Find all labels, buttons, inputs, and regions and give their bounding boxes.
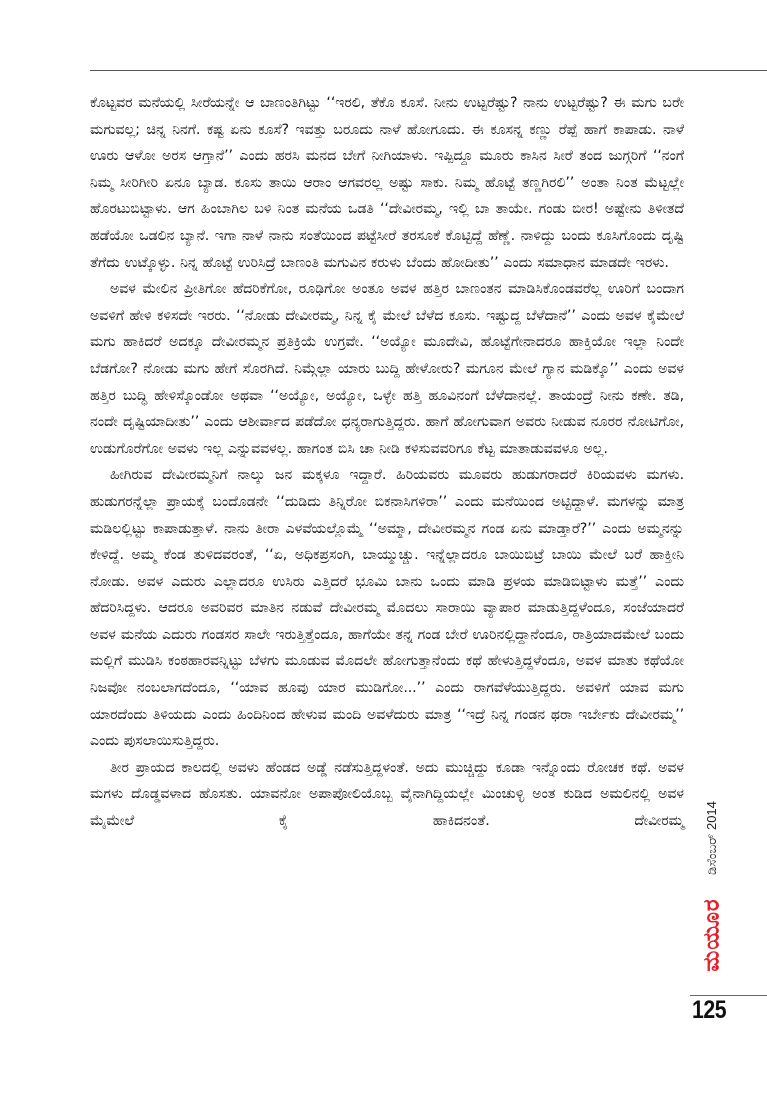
paragraph-1: ಕೊಟ್ಟವರ ಮನೆಯಲ್ಲಿ ಸೀರೆಯನ್ನೇ ಆ ಬಾಣಂತಿಗಿಟ್ಟು ‘‘ಇರಲಿ, ತೆಕೊ ಕೂಸೆ. ನೀನು ಉಟ್ಟರೆಷ್ಟು? ನಾನು ಉಟ್ಟರೆಷ್ಟು? ಈ ಮಗು ಬರೇ ಮಗುವಲ್ಲ; ಚಿನ್ನ ನಿನಗೆ. ಕಷ್ಟ ಏನು ಕೂಸೆ? ಇವತ್ತು ಬರೂದು ನಾಳೆ ಹೋಗೂದು. ಈ ಕೂಸನ್ನ ಕಣ್ಣು ರೆಪ್ಪೆ ಹಾಗೆ ಕಾಪಾಡು. ನಾಳೆ ಊರು ಆಳೋ ಅರಸ ಆಗ್ತಾನೆ’’ ಎಂದು ಹರಸಿ ಮನದ ಬೇಗೆ ನೀಗಿಯಾಳು. ಇಪ್ಪಿದ್ದೂ ಮೂರು ಕಾಸಿನ ಸೀರೆ ತಂದ ಜುಗ್ಗರಿಗೆ ‘‘ನಂಗೆ ನಿಮ್ಮ ಸೀರಿಗೀರಿ ಏನೂ ಬ್ಯಾಡ. ಕೂಸು ತಾಯಿ ಆರಾಂ ಆಗವರಲ್ಲ ಅಷ್ಟು ಸಾಕು. ನಿಮ್ಮ ಹೊಟ್ಟೆ ತಣ್ಣಗಿರಲಿ’’ ಅಂತಾ ನಿಂತ ಮೆಟ್ಟಲ್ಲೇ ಹೊರಟುಬಿಟ್ಟಾಳು. ಆಗ ಹಿಂಬಾಗಿಲ ಬಳಿ ನಿಂತ ಮನೆಯ ಒಡತಿ ‘‘ದೇವೀರಮ್ಮ, ಇಲ್ಲಿ ಬಾ ತಾಯೇ. ಗಂಡು ಬೀರ! ಅಷ್ಟೇನು ತಿಳೀತದೆ ಹಡೆಯೋ ಒಡಲಿನ ಬ್ಯಾನೆ. ಇಗಾ ನಾಳೆ ನಾನು ಸಂತೆಯಿಂದ ಪಟ್ಟೆಸೀರೆ ತರಸೂಕೆ ಕೊಟ್ಟಿದ್ದೆ ಹೆಣ್ಣೆ. ನಾಳಿದ್ದು ಬಂದು ಕೂಸಿಗೊಂದು ದೃಷ್ಟಿ ತೆಗೆದು ಉಟ್ಕೊಳ್ಳು. ನಿನ್ನ ಹೊಟ್ಟೆ ಉರಿಸಿದ್ರೆ ಬಾಣಂತಿ ಮಗುವಿನ ಕರುಳು ಬೆಂದು ಹೋದೀತು’’ ಎಂದು ಸಮಾಧಾನ ಮಾಡದೇ ಇರಳು. [90,95,684,271]
page-number: 125 [692,996,727,1024]
paragraph-4: ತೀರ ಪ್ರಾಯದ ಕಾಲದಲ್ಲಿ ಅವಳು ಹೆಂಡದ ಅಡ್ಡೆ ನಡೆಸುತ್ತಿದ್ದಳಂತೆ. ಅದು ಮುಚ್ಚಿದ್ದು ಕೂಡಾ ಇನ್ನೊಂದು ರೋಚಕ ಕಥೆ. ಅವಳ ಮಗಳು ದೊಡ್ಡವಳಾದ ಹೊಸತು. ಯಾವನೋ ಅಪಾಪೋಲಿಯೊಬ್ಬ ವೈನಾಗಿದ್ದಿಯಲ್ಲೇ ಮಿಂಚುಳ್ಳಿ ಅಂತ ಕುಡಿದ ಅಮಲಿನಲ್ಲಿ ಅವಳ ಮೈಮೇಲೆ ಕೈ ಹಾಕಿದನಂತೆ. ದೇವೀರಮ್ಮ [90,759,684,830]
paragraph-2: ಅವಳ ಮೇಲಿನ ಪ್ರೀತಿಗೋ ಹೆದರಿಕೆಗೋ, ರೂಢಿಗೋ ಅಂತೂ ಅವಳ ಹತ್ತಿರ ಬಾಣಂತನ ಮಾಡಿಸಿಕೊಂಡವರೆಲ್ಲ ಊರಿಗೆ ಬಂದಾಗ ಅವಳಿಗೆ ಹೇಳಿ ಕಳಿಸದೇ ಇರರು. ‘‘ನೋಡು ದೇವೀರಮ್ಮ, ನಿನ್ನ ಕೈ ಮೇಲೆ ಬೆಳೆದ ಕೂಸು. ಇಷ್ಟುದ್ದ ಬೆಳೆದಾನೆ’’ ಎಂದು ಅವಳ ಕೈಮೇಲೆ ಮಗು ಹಾಕಿದರೆ ಅದಕ್ಕೂ ದೇವೀರಮ್ಮನ ಪ್ರತಿಕ್ರಿಯೆ ಉಗ್ರವೇ. ‘‘ಅಯ್ಯೋ ಮೂದೇವಿ, ಹೊಟ್ಟೆಗೇನಾದರೂ ಹಾಕ್ತಿಯೋ ಇಲ್ಲಾ ನಿಂದೇ ಬೆಡಗೋ? ನೋಡು ಮಗು ಹೇಗೆ ಸೊರಗಿದೆ. ನಿಮ್ಗೆಲ್ಲಾ ಯಾರು ಬುದ್ದಿ ಹೇಳೋರು? ಮಗೂನ ಮೇಲೆ ಗ್ಯಾನ ಮಡಿಕ್ಕೊ’’ ಎಂದು ಅವಳ ಹತ್ತಿರ ಬುದ್ಧಿ ಹೇಳಿಸ್ಕೊಂಡೋ ಅಥವಾ ‘‘ಅಯ್ಯೋ, ಅಯ್ಯೋ, ಒಳ್ಳೇ ಹತ್ತಿ ಹೂವಿನಂಗೆ ಬೆಳೆದಾನಲ್ಲೆ. ತಾಯಂದ್ರೆ ನೀನು ಕಣೇ. ತಡಿ, ನಂದೇ ದೃಷ್ಟಿಯಾದೀತು’’ ಎಂದು ಆಶೀರ್ವಾದ ಪಡೆದೋ ಧನ್ಯರಾಗುತ್ತಿದ್ದರು. ಹಾಗೆ ಹೋಗುವಾಗ ಅವರು ನೀಡುವ ನೂರರ ನೋಟಿಗೋ, ಉಡುಗೊರೆಗೋ ಅವಳು ಇಲ್ಲ ಎನ್ನುವವಳಲ್ಲ. ಹಾಗಂತ ಬಿಸಿ ಚಾ ನೀಡಿ ಕಳಿಸುವವರಿಗೂ ಕೆಟ್ಟ ಮಾತಾಡುವವಳೂ ಅಲ್ಲ. [90,281,684,457]
page-number-rule [690,995,767,996]
article-body [90,90,684,835]
magazine-logo: ಮಯೂರ [699,898,725,972]
header-rule [90,70,767,71]
paragraph-3: ಹೀಗಿರುವ ದೇವೀರಮ್ಮನಿಗೆ ನಾಲ್ಕು ಜನ ಮಕ್ಕಳೂ ಇದ್ದಾರೆ. ಹಿರಿಯವರು ಮೂವರು ಹುಡುಗರಾದರೆ ಕಿರಿಯವಳು ಮಗಳು. ಹುಡುಗರನ್ನೆಲ್ಲಾ ಪ್ರಾಯಕ್ಕೆ ಬಂದೊಡನೇ ‘‘ದುಡಿದು ತಿನ್ನಿರೋ ಬಿಕನಾಸಿಗಳಿರಾ’’ ಎಂದು ಮನೆಯಿಂದ ಅಟ್ಟಿದ್ದಾಳೆ. ಮಗಳನ್ನು ಮಾತ್ರ ಮಡಿಲಲ್ಲಿಟ್ಟು ಕಾಪಾಡುತ್ತಾಳೆ. ನಾನು ತೀರಾ ಎಳವೆಯಲ್ಲೊಮ್ಮೆ ‘‘ಅಮ್ಮಾ, ದೇವೀರಮ್ಮನ ಗಂಡ ಏನು ಮಾಡ್ತಾರೆ?’’ ಎಂದು ಅಮ್ಮನನ್ನು ಕೇಳಿದ್ದೆ. ಅಮ್ಮ ಕೆಂಡ ತುಳಿದವರಂತೆ, ‘‘ಏ, ಅಧಿಕಪ್ರಸಂಗಿ, ಬಾಯ್ಮುಚ್ಚು. ಇನ್ನೆಲ್ಲಾದರೂ ಬಾಯಿಬಿಟ್ರೆ ಬಾಯಿ ಮೇಲೆ ಬರೆ ಹಾಕ್ತೀನಿ ನೋಡು. ಅವಳ ಎದುರು ಎಲ್ಲಾದರೂ ಉಸಿರು ಎತ್ತಿದರೆ ಭೂಮಿ ಬಾನು ಒಂದು ಮಾಡಿ ಪ್ರಳಯ ಮಾಡಿಬಿಟ್ಟಾಳು ಮತ್ತೆ’’ ಎಂದು ಹೆದರಿಸಿದ್ದಳು. ಆದರೂ ಅವರಿವರ ಮಾತಿನ ನಡುವೆ ದೇವೀರಮ್ಮ ಮೊದಲು ಸಾರಾಯಿ ವ್ಯಾಪಾರ ಮಾಡುತ್ತಿದ್ದಳೆಂದೂ, ಸಂಜೆಯಾದರೆ ಅವಳ ಮನೆಯ ಎದುರು ಗಂಡಸರ ಸಾಲೇ ಇರುತ್ತಿತ್ತೆಂದೂ, ಹಾಗೆಯೇ ತನ್ನ ಗಂಡ ಬೇರೆ ಊರಿನಲ್ಲಿದ್ದಾನೆಂದೂ, ರಾತ್ರಿಯಾದಮೇಲೆ ಬಂದು ಮಲ್ಲಿಗೆ ಮುಡಿಸಿ ಕಂಠಹಾರವನ್ನಿಟ್ಟು ಬೆಳಗು ಮೂಡುವ ಮೊದಲೇ ಹೋಗುತ್ತಾನೆಂದು ಕಥೆ ಹೇಳುತ್ತಿದ್ದಳೆಂದೂ, ಅವಳ ಮಾತು ಕಥೆಯೋ ನಿಜವೋ ನಂಬಲಾಗದೆಂದೂ, ‘‘ಯಾವ ಹೂವು ಯಾರ ಮುಡಿಗೋ...’’ ಎಂದು ರಾಗವೆಳೆಯುತ್ತಿದ್ದರು. ಅವಳಿಗೆ ಯಾವ ಮಗು ಯಾರದೆಂದು ತಿಳಿಯದು ಎಂದು ಹಿಂದಿನಿಂದ ಹೇಳುವ ಮಂದಿ ಅವಳೆದುರು ಮಾತ್ರ ‘‘ಇದ್ರೆ ನಿನ್ನ ಗಂಡನ ಥರಾ ಇರ್ಬೇಕು ದೇವೀರಮ್ಮ’’ ಎಂದು ಪುಸಲಾಯಿಸುತ್ತಿದ್ದರು. [90,467,684,750]
issue-date: ಡಿಸೆಂಬರ್ 2014 [704,801,719,875]
